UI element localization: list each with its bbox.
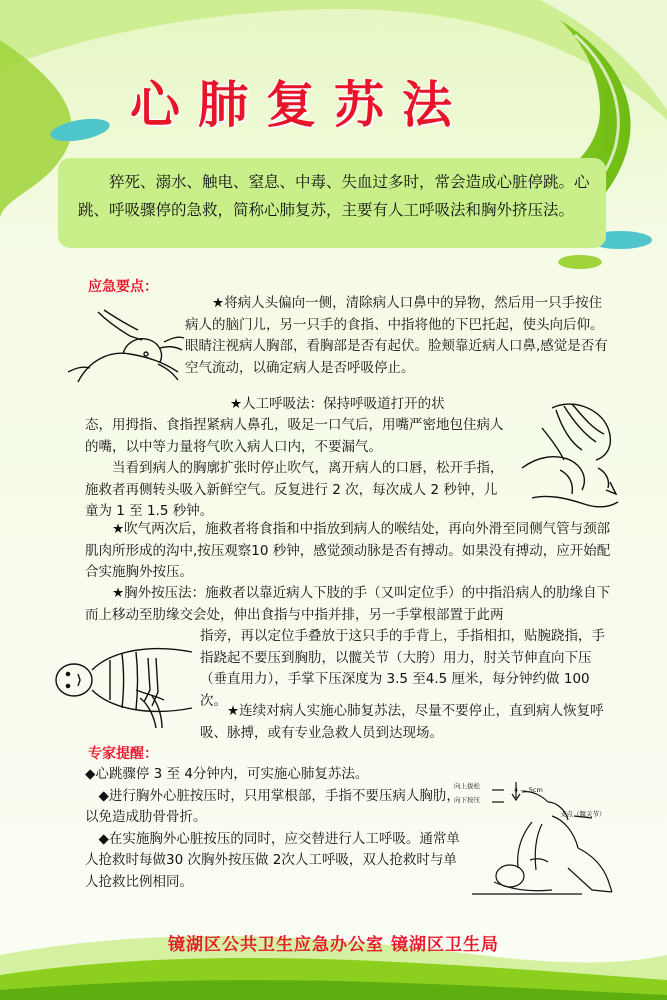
chest-compression-hands-illustration: [52, 630, 198, 730]
footer-organization: 镜湖区公共卫生应急办公室 镜湖区卫生局: [168, 935, 499, 955]
step5-paragraph: ★连续对病人实施心肺复苏法，尽量不要停止，直到病人恢复呼吸、脉搏，或有专业急救人员到达现场。: [200, 703, 604, 741]
step2-heading-line: [230, 394, 490, 416]
step3-text: [85, 519, 615, 584]
page-title: 心肺复苏法: [130, 75, 470, 134]
step2-first-line: ★人工呼吸法：保持呼吸道打开的状: [230, 396, 445, 412]
diagram-label-lower: 向下按压: [454, 796, 480, 804]
step2-paragraph: 态，用拇指、食指捏紧病人鼻孔，吸足一口气后，用嘴严密地包住病人的嘴，以中等力量将气吹入病人口内，不要漏气。: [85, 417, 504, 455]
step1-paragraph: ★将病人头偏向一侧，清除病人口鼻中的异物，然后用一只手按住病人的脑门儿，另一只手的食指、中指将他的下巴托起，使头向后仰。眼睛注视病人胸部，看胸部是否有起伏。脸颊靠近病人口鼻,感觉是否有空气流动，以确定病人是否呼吸停止。: [185, 295, 608, 376]
step4-text-bottom: [200, 626, 615, 712]
intro-text: 猝死、溺水、触电、窒息、中毒、失血过多时，常会造成心脏停跳。心跳、呼吸骤停的急救，简称心肺复苏，主要有人工呼吸法和胸外挤压法。: [78, 173, 590, 219]
step5-text: [200, 701, 615, 744]
diagram-label-fulcrum: 支点（髋关节）: [560, 810, 606, 818]
step4-paragraph-bottom: 指旁，再以定位手叠放于这只手的手背上，手指相扣，贴腕跷指，手指跷起不要压到胸肋，以髋关节（大胯）用力，肘关节伸直向下压（垂直用力），手掌下压深度为 3.5 至4.5 厘米，每分钟约做 100次。: [200, 628, 605, 709]
step4-text-top: [85, 583, 615, 626]
tip-2: ◆进行胸外心脏按压时，只用掌根部，手指不要压病人胸肋，以免造成肋骨骨折。: [85, 787, 460, 825]
tip-1: ◆心跳骤停 3 至 4分钟内，可实施心肺复苏法。: [85, 766, 369, 782]
step2-text: [85, 415, 505, 523]
head-tilt-illustration: [68, 302, 186, 392]
diagram-label-upper: 向上拔松: [454, 782, 480, 790]
step1-text: [185, 293, 615, 379]
diagram-label-depth: 4 — 5cm: [514, 786, 543, 794]
mouth-to-mouth-illustration: [512, 398, 622, 518]
kneeling-cpr-diagram: [452, 772, 622, 902]
tip-3: ◆在实施胸外心脏按压的同时，应交替进行人工呼吸。通常单人抢救时每做30 次胸外按压做 2次人工呼吸，双人抢救时与单人抢救比例相同。: [85, 830, 460, 890]
expert-heading: 专家提醒：: [88, 746, 158, 762]
intro-box: [58, 158, 606, 248]
emergency-heading: 应急要点：: [88, 279, 158, 295]
expert-tips: [85, 764, 465, 893]
step4-paragraph-top: ★胸外按压法：施救者以靠近病人下肢的手（又叫定位手）的中指沿病人的肋缘自下而上移动至肋缘交会处，伸出食指与中指并排，另一手掌根部置于此两: [85, 585, 611, 623]
step3-paragraph: ★吹气两次后，施救者将食指和中指放到病人的喉结处，再向外滑至同侧气管与颈部肌肉所形成的沟中,按压观察10 秒钟，感觉颈动脉是否有搏动。如果没有搏动，应开始配合实施胸外按压。: [85, 521, 611, 580]
step2-paragraph-2: 当看到病人的胸廓扩张时停止吹气，离开病人的口唇，松开手指，施救者再侧转头吸入新鲜空气。反复进行 2 次，每次成人 2 秒钟，儿童为 1 至 1.5 秒钟。: [85, 460, 504, 519]
